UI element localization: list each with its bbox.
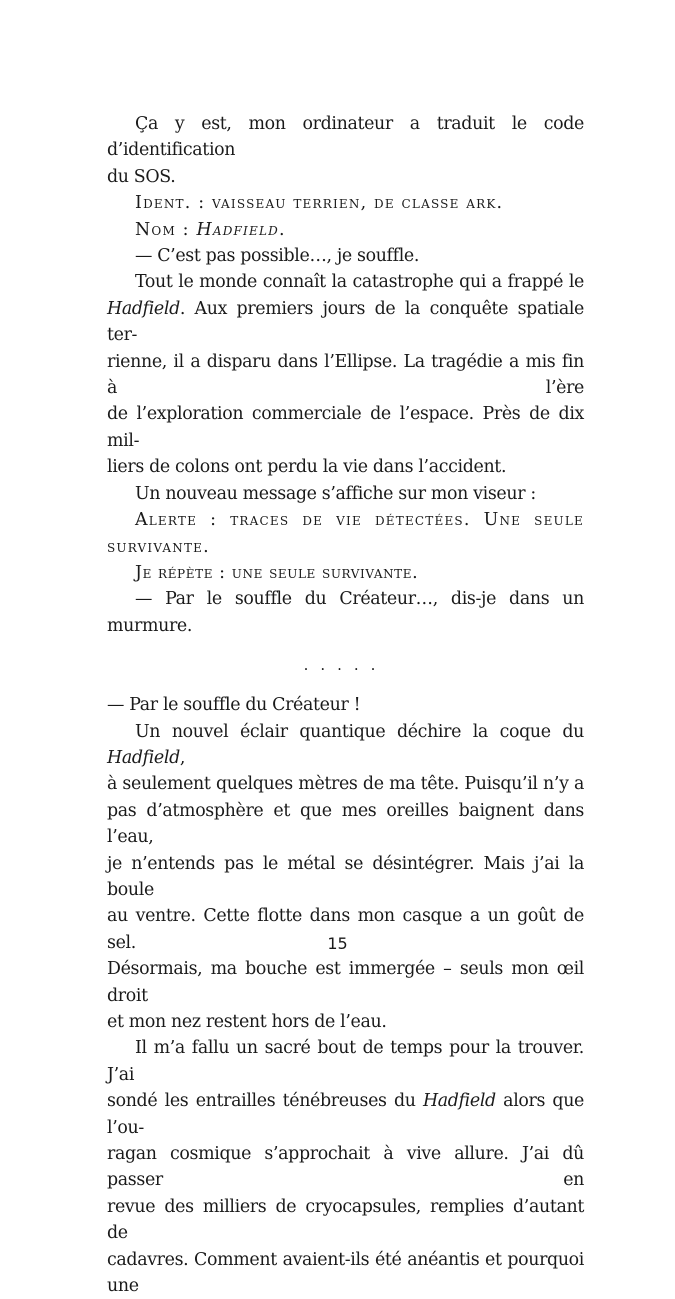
computer-message-label: Nom : — [135, 219, 197, 240]
dialogue-line: — Par le souffle du Créateur ! — [107, 695, 361, 716]
section-break: ..... — [303, 656, 388, 675]
text-line: Ça y est, mon ordinateur a traduit le code d’identification — [107, 114, 584, 161]
ship-name: Hadfield — [107, 298, 180, 319]
text-line: rienne, il a disparu dans l’Ellipse. La tragédie a mis fin à l’ère — [107, 351, 584, 399]
text-line: liers de colons ont perdu la vie dans l’accident. — [107, 457, 507, 478]
text-line: Un nouveau message s’affiche sur mon viseur : — [135, 483, 536, 504]
text-line: Tout le monde connaît la catastrophe qui a frappé le — [135, 272, 584, 293]
computer-message-line: Je répète : une seule survivante. — [135, 562, 419, 583]
ship-name: Hadfield — [107, 747, 180, 768]
computer-message-line: survivante. — [107, 536, 210, 557]
text-fragment: Un nouvel éclair quantique déchire la coque du — [135, 721, 584, 742]
text-fragment: . Aux premiers jours de la conquête spatiale ter- — [107, 298, 584, 346]
text-line — [107, 719, 584, 772]
ship-name: Hadfield — [196, 219, 279, 240]
page-number: 15 — [327, 934, 348, 953]
page-body — [107, 111, 584, 1299]
computer-message-line: Alerte : traces de vie détectées. Une seule — [135, 510, 584, 531]
text-line — [107, 296, 584, 349]
text-line: à seulement quelques mètres de ma tête. Puisqu’il n’y a — [107, 774, 584, 795]
text-fragment: sondé les entrailles ténébreuses du — [107, 1091, 423, 1112]
text-line: Il m’a fallu un sacré bout de temps pour la trouver. J’ai — [107, 1038, 584, 1085]
dialogue-line: — C’est pas possible…, je souffle. — [135, 246, 420, 267]
punctuation: , — [179, 747, 186, 768]
computer-message-line — [107, 217, 584, 243]
dialogue-line: — Par le souffle du Créateur…, dis-je dans un murmure. — [107, 589, 584, 636]
text-line: pas d’atmosphère et que mes oreilles baignent dans l’eau, — [107, 800, 584, 848]
text-line: de l’exploration commerciale de l’espace. Près de dix mil- — [107, 404, 584, 451]
punctuation: . — [278, 219, 285, 240]
computer-message-line: Ident. : vaisseau terrien, de classe ark. — [135, 193, 504, 214]
text-line: et mon nez restent hors de l’eau. — [107, 1012, 387, 1032]
text-fragment: alors que l’ou- — [107, 1091, 584, 1138]
text-line: ragan cosmique s’approchait à vive allure. J’ai dû passer en — [107, 1144, 584, 1191]
ship-name: Hadfield — [422, 1091, 496, 1112]
text-line: au ventre. Cette flotte dans mon casque a un goût de sel. — [107, 906, 584, 953]
text-line: Désormais, ma bouche est immergée – seuls mon œil droit — [107, 959, 584, 1006]
text-line: cadavres. Comment avaient-ils été anéantis et pourquoi une — [107, 1249, 584, 1297]
text-line: je n’entends pas le métal se désintégrer. Mais j’ai la boule — [107, 853, 584, 900]
text-line: du SOS. — [107, 166, 176, 187]
text-line: revue des milliers de cryocapsules, remplies d’autant de — [107, 1196, 584, 1244]
text-line — [107, 1088, 584, 1141]
